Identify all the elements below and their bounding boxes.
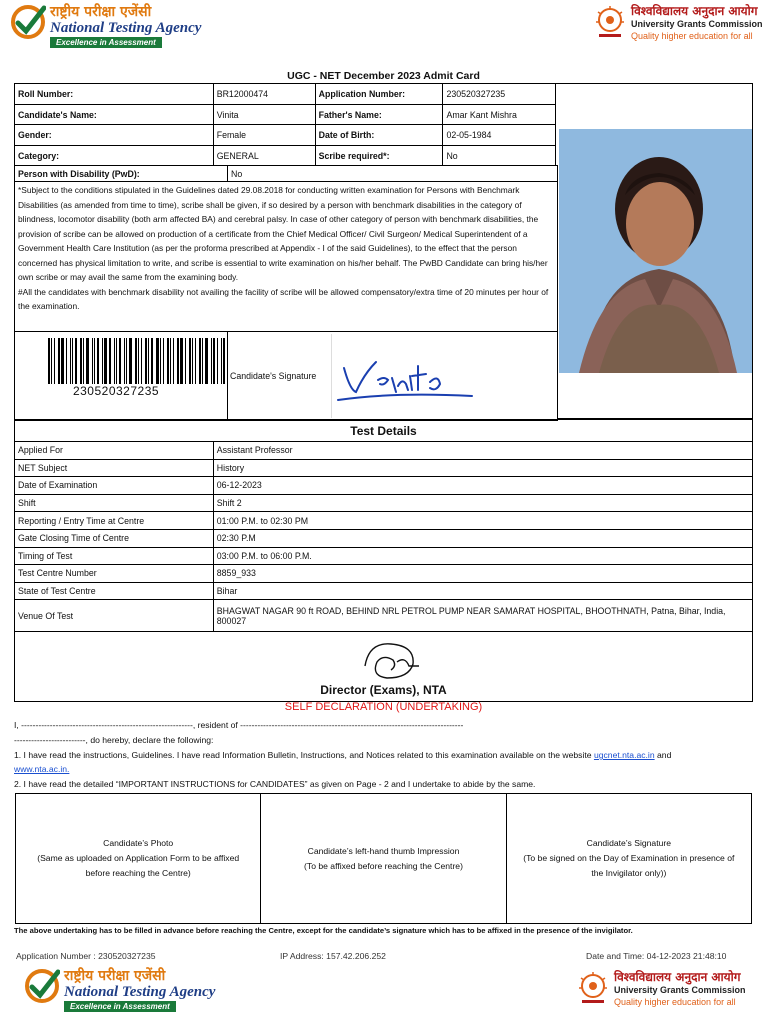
photo-box-line-2: (Same as uploaded on Application Form to be affixed [37,853,240,863]
photo-box-line-1: Candidate’s Photo [103,838,174,848]
candidate-signature-label: Candidate's Signature [230,371,317,381]
barcode-bar [72,338,73,384]
barcode-bar [126,338,127,384]
barcode-bar [160,338,161,384]
thumb-box-line-1: Candidate’s left-hand thumb Impression [307,845,460,856]
barcode-number: 230520327235 [72,384,160,398]
self-declaration-heading: SELF DECLARATION (UNDERTAKING) [284,701,483,713]
barcode-bar [135,338,137,384]
barcode-bar [185,338,186,384]
signature-box-line-3: the Invigilator only)) [591,868,667,878]
barcode-bar [109,338,111,384]
admit-card-title: UGC - NET December 2023 Admit Card [287,70,480,82]
test-detail-label: Timing of Test [15,547,214,565]
barcode-bar [163,338,164,384]
declaration-line-1b: -------------------------, do hereby, declare the following: [14,735,214,745]
test-detail-row [15,459,753,477]
barcode-bar [124,338,125,384]
barcode-bar [145,338,147,384]
barcode-bar [104,338,107,384]
barcode-bar [170,338,171,384]
director-signature-image [357,636,427,686]
declaration-line-1a: I, ------------------------------------------------------------, resident of ------------------------------------------------------------------------------ [14,720,464,730]
barcode-bar [80,338,82,384]
barcode-bar [192,338,193,384]
barcode-bar [199,338,201,384]
barcode-bar [195,338,196,384]
declaration-point-1-text: 1. I have read the instructions, Guidelines. I have read Information Bulletin, Instructions, and Notices related to this examination available on the website [14,750,594,760]
test-detail-value: BHAGWAT NAGAR 90 ft ROAD, BEHIND NRL PETROL PUMP NEAR SAMARAT HOSPITAL, BHOOTHNATH, Patna, Bihar, India, 800027 [213,600,752,632]
test-detail-value: Assistant Professor [213,442,752,460]
barcode-bar [213,338,215,384]
test-detail-value: 8859_933 [213,565,752,583]
ugc-hindi-name: विश्वविद्यालय अनुदान आयोग [631,4,758,18]
nta-tagline: Excellence in Assessment [64,1001,176,1012]
ugc-english-name: University Grants Commission [631,19,763,29]
nta-tagline: Excellence in Assessment [50,37,162,48]
test-detail-value: 06-12-2023 [213,477,752,495]
candidate-name-value: Vinita [213,105,315,125]
director-title: Director (Exams), NTA [320,683,447,697]
thumb-box [261,794,506,923]
barcode-bar [97,338,99,384]
pwd-table [14,165,558,421]
barcode-bar [141,338,142,384]
ugc-hindi-name: विश्वविद्यालय अनुदान आयोग [614,970,741,984]
pwd-note-text-2: #All the candidates with benchmark disability not availing the facility of scribe will be allowed compensatory/extra time of 20 minutes per hour of the examination. [18,286,549,311]
dob-label: Date of Birth: [315,125,443,146]
pwd-note-text-1: *Subject to the conditions stipulated in the Guidelines dated 29.08.2018 for conducting written examination for Persons with Benchmark Disabilities (as amended from time to time), scribe shall be given, if so desired by a person with benchmark disabilities in the category of blindness, locomotor disability (both arm affected BA) and cerebral palsy. In case of other category of person with benchmark disabilities, the provision of scribe can be allowed on production of a certificate from the Chief Medical Officer/ Civil Surgeon/ Medical Superintendent of a Government Health Care Institution (as per the proforma prescribed at Appendix - I of the said Guidelines), to the effect that the person concerned has physical limitation to write, and scribe is essential to write examination on his/her behalf. The PwBD Candidate can bring his/her own scribe or may avail the same from the examining body. [18,185,548,282]
ugc-logo [593,4,763,42]
signature-box-line-1: Candidate’s Signature [586,838,672,848]
candidate-signature-image [331,334,491,418]
barcode-bar [189,338,191,384]
father-name-label: Father's Name: [315,105,443,125]
test-detail-row [15,600,753,632]
nta-logo [10,4,201,48]
gender-value: Female [213,125,315,146]
ugc-tagline: Quality higher education for all [614,997,736,1007]
barcode-cell [15,332,228,421]
test-details-table [14,419,753,632]
barcode-bar [177,338,179,384]
application-number-value: 230520327235 [443,84,556,105]
barcode-bar [114,338,115,384]
test-detail-label: Gate Closing Time of Centre [15,529,214,547]
barcode-bar [58,338,60,384]
test-detail-row [15,494,753,512]
thumb-box-line-2: (To be affixed before reaching the Centre) [304,860,463,871]
signature-cell [228,332,558,421]
photo-frame [558,165,753,419]
barcode-bar [173,338,174,384]
footer-ip-address: IP Address: 157.42.206.252 [280,951,386,961]
test-detail-label: State of Test Centre [15,582,214,600]
test-detail-row [15,477,753,495]
nta-english-name: National Testing Agency [64,984,216,1000]
test-detail-label: NET Subject [15,459,214,477]
nta-hindi-name: राष्ट्रीय परीक्षा एजेंसी [50,4,152,20]
barcode-bar [61,338,64,384]
barcode-bar [83,338,84,384]
footer-date-time: Date and Time: 04-12-2023 21:48:10 [586,951,727,961]
test-detail-label: Applied For [15,442,214,460]
test-detail-value: History [213,459,752,477]
signature-box [507,794,751,923]
test-detail-label: Venue Of Test [15,600,214,632]
barcode-bar [94,338,95,384]
test-detail-row [15,442,753,460]
test-detail-label: Reporting / Entry Time at Centre [15,512,214,530]
barcode-bar [138,338,139,384]
test-detail-label: Date of Examination [15,477,214,495]
test-detail-value: Bihar [213,582,752,600]
dob-value: 02-05-1984 [443,125,556,146]
nta-tick-icon [10,4,46,40]
scribe-value: No [443,146,556,166]
barcode-bar [223,338,225,384]
barcode-bar [51,338,52,384]
ugcnet-link[interactable]: ugcnet.nta.ac.in [593,750,655,760]
category-label: Category: [15,146,214,166]
nta-link[interactable]: www.nta.ac.in. [14,764,70,774]
footer-application-number: Application Number : 230520327235 [16,951,156,961]
barcode-image [48,338,227,384]
test-detail-row [15,529,753,547]
ugc-logo-footer [576,970,746,1008]
director-signature-box [14,632,753,702]
barcode-bar [205,338,208,384]
nta-hindi-name: राष्ट्रीय परीक्षा एजेंसी [64,968,166,984]
photo-box [16,794,261,923]
nta-logo-footer [24,968,215,1012]
test-details-heading: Test Details [15,420,753,442]
test-detail-label: Test Centre Number [15,565,214,583]
test-detail-value: Shift 2 [213,494,752,512]
barcode-bar [202,338,203,384]
barcode-bar [156,338,159,384]
barcode-bar [129,338,132,384]
test-detail-value: 01:00 P.M. to 02:30 PM [213,512,752,530]
test-detail-value: 02:30 P.M [213,529,752,547]
pwd-label: Person with Disability (PwD): [15,166,228,182]
barcode-bar [221,338,222,384]
category-value: GENERAL [213,146,315,166]
barcode-bar [148,338,149,384]
undertaking-boxes [15,793,752,924]
test-detail-label: Shift [15,494,214,512]
pwd-value: No [228,166,558,182]
nta-english-name: National Testing Agency [50,20,202,36]
test-detail-row [15,512,753,530]
declaration-and-text: and [654,750,672,760]
declaration-point-2: 2. I have read the detailed “IMPORTANT INSTRUCTIONS for CANDIDATES” as given on Page - 2 and I undertake to abide by the same. [14,779,536,789]
signature-box-line-2: (To be signed on the Day of Examination in presence of [523,853,735,863]
barcode-bar [217,338,218,384]
candidate-name-label: Candidate's Name: [15,105,214,125]
barcode-bar [48,338,50,384]
pwd-note [15,182,558,332]
photo-box-line-3: before reaching the Centre) [85,868,191,878]
test-detail-row [15,582,753,600]
candidate-photo [559,129,752,373]
ugc-english-name: University Grants Commission [614,985,746,995]
test-detail-row [15,547,753,565]
barcode-bar [102,338,103,384]
barcode-bar [92,338,93,384]
barcode-bar [75,338,77,384]
father-name-value: Amar Kant Mishra [443,105,556,125]
undertaking-note: The above undertaking has to be filled in advance before reaching the Centre, except for the candidate’s signature which has to be affixed in the presence of the invigilator. [14,926,633,935]
test-detail-row [15,565,753,583]
roll-number-label: Roll Number: [15,84,214,105]
barcode-bar [66,338,67,384]
roll-number-value: BR12000474 [213,84,315,105]
barcode-bar [54,338,55,384]
test-detail-value: 03:00 P.M. to 06:00 P.M. [213,547,752,565]
barcode-bar [119,338,121,384]
barcode-bar [151,338,153,384]
application-number-label: Application Number: [315,84,443,105]
barcode-bar [70,338,71,384]
barcode-bar [211,338,212,384]
gender-label: Gender: [15,125,214,146]
nta-tick-icon [24,968,60,1004]
barcode-bar [180,338,183,384]
scribe-label: Scribe required*: [315,146,443,166]
ugc-emblem-icon [593,4,627,42]
barcode-bar [167,338,169,384]
barcode-bar [116,338,117,384]
ugc-tagline: Quality higher education for all [631,31,753,41]
barcode-bar [86,338,89,384]
declaration-point-1 [14,748,754,776]
ugc-emblem-icon [576,970,610,1008]
